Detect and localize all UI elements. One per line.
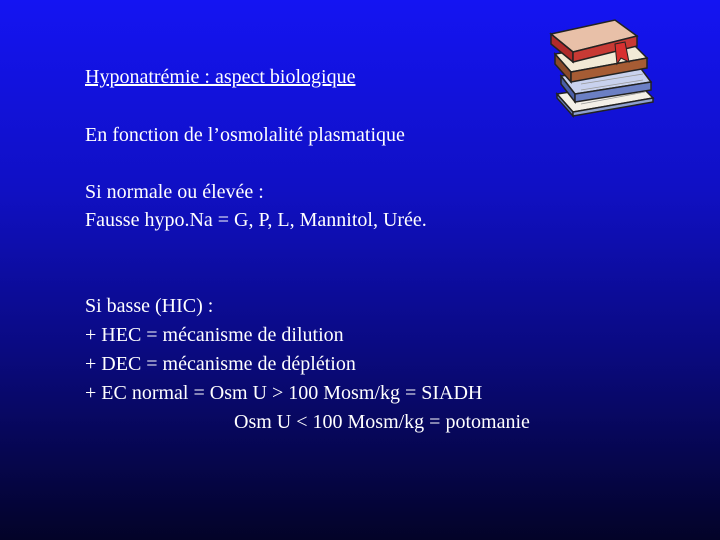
subtitle: En fonction de l’osmolalité plasmatique	[85, 124, 405, 146]
section-low-line-potomanie: Osm U < 100 Mosm/kg = potomanie	[234, 411, 530, 433]
section-low-line-dec: + DEC = mécanisme de déplétion	[85, 353, 356, 375]
section-low-line-ec-siadh: + EC normal = Osm U > 100 Mosm/kg = SIADH	[85, 382, 483, 404]
section-low-line-hec: + HEC = mécanisme de dilution	[85, 324, 344, 346]
slide-title: Hyponatrémie : aspect biologique	[85, 66, 356, 88]
books-clipart-icon	[545, 12, 660, 118]
section-normal-line: Fausse hypo.Na = G, P, L, Mannitol, Urée.	[85, 209, 427, 231]
section-low-heading: Si basse (HIC) :	[85, 295, 214, 317]
section-normal-heading: Si normale ou élevée :	[85, 181, 264, 203]
